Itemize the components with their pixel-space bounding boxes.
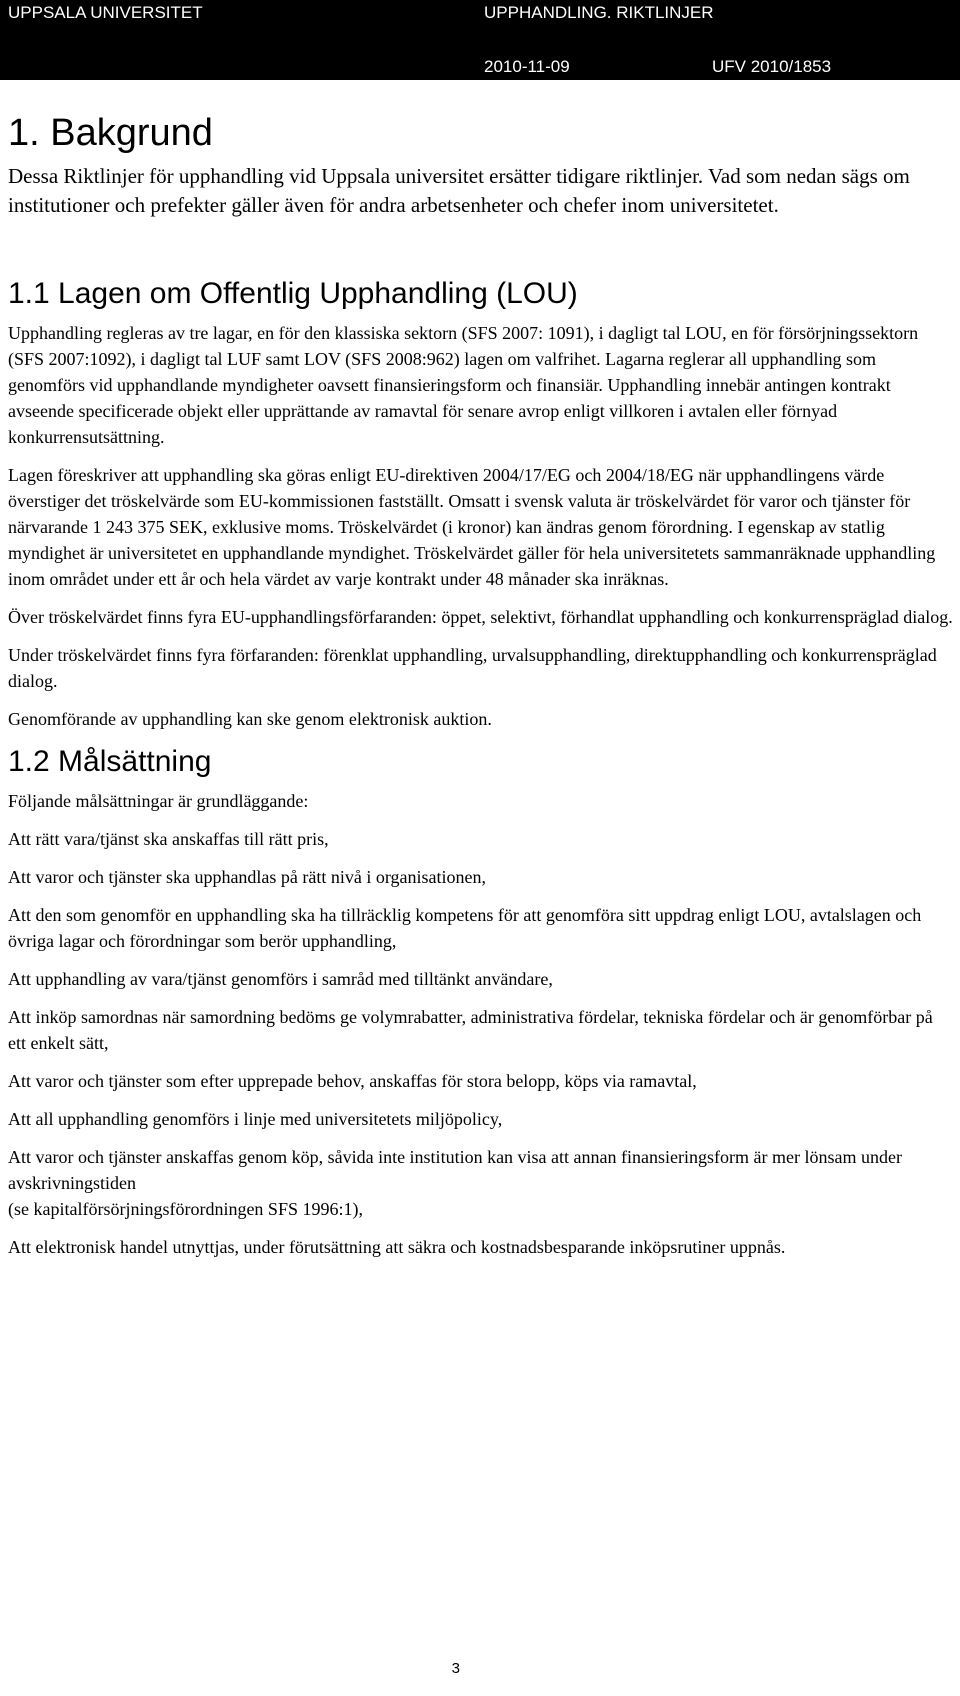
header-document-title: UPPHANDLING. RIKTLINJER <box>484 3 714 22</box>
page-number <box>0 1660 960 1678</box>
goal-item: Att elektronisk handel utnyttjas, under förutsättning att säkra och kostnadsbesparande inköpsrutiner uppnås. <box>8 1237 786 1257</box>
header-date: 2010-11-09 <box>484 57 570 76</box>
document-body <box>8 110 954 1272</box>
lou-paragraph: Lagen föreskriver att upphandling ska göras enligt EU-direktiven 2004/17/EG och 2004/18/EG när upphandlingens värde överstiger det tröskelvärde som EU-kommissionen fastställt. Omsatt i svensk valuta är tröskelvärdet för varor och tjänster för närvarande 1 243 375 SEK, exklusive moms. Tröskelvärdet (i kronor) kan ändras genom förordning. I egenskap av statlig myndighet är universitetet en upphandlande myndighet. Tröskelvärdet gäller för hela universitetets sammanräknade upphandling inom området under ett år och hela värdet av varje kontrakt under 48 månader ska inräknas. <box>8 465 936 589</box>
header-reference: UFV 2010/1853 <box>712 57 832 76</box>
lou-paragraph: Upphandling regleras av tre lagar, en för den klassiska sektorn (SFS 2007: 1091), i dagligt tal LOU, en för försörjningssektorn (SFS 2007:1092), i dagligt tal LUF samt LOV (SFS 2008:962) lagen om valfrihet. Lagarna reglerar all upphandling som genomförs vid upphandlande myndigheter oavsett finansieringsform och finansiär. Upphandling innebär antingen kontrakt avseende specificerade objekt eller upprättande av ramavtal för senare avrop enligt villkoren i avtalen eller förnyad konkurrensutsättning. <box>8 323 919 447</box>
goal-item: Att varor och tjänster som efter upprepade behov, anskaffas för stora belopp, köps via ramavtal, <box>8 1071 697 1091</box>
heading-malsattning: 1.2 Målsättning <box>8 745 212 778</box>
heading-bakgrund: 1. Bakgrund <box>8 112 213 154</box>
goal-item: Att rätt vara/tjänst ska anskaffas till rätt pris, <box>8 829 329 849</box>
intro-paragraph: Dessa Riktlinjer för upphandling vid Uppsala universitet ersätter tidigare riktlinjer. Vad som nedan sägs om institutioner och prefekter gäller även för andra arbetsenheter och chefer inom universitetet. <box>8 164 910 217</box>
header-organization: UPPSALA UNIVERSITET <box>8 3 203 22</box>
goals-intro: Följande målsättningar är grundläggande: <box>8 791 309 811</box>
goal-item: Att varor och tjänster anskaffas genom köp, såvida inte institution kan visa att annan finansieringsform är mer lönsam under avskrivningstiden (se kapitalförsörjningsförordningen SFS 1996:1), <box>8 1147 902 1219</box>
goal-item: Att all upphandling genomförs i linje med universitetets miljöpolicy, <box>8 1109 503 1129</box>
lou-paragraph: Genomförande av upphandling kan ske genom elektronisk auktion. <box>8 709 492 729</box>
page-header <box>0 0 960 80</box>
heading-lou: 1.1 Lagen om Offentlig Upphandling (LOU) <box>8 277 578 310</box>
goals-list <box>8 826 954 1260</box>
goal-item: Att varor och tjänster ska upphandlas på rätt nivå i organisationen, <box>8 867 487 887</box>
lou-paragraph: Under tröskelvärdet finns fyra förfaranden: förenklat upphandling, urvalsupphandling, direktupphandling och konkurrenspräglad dialog. <box>8 645 937 691</box>
goal-item: Att den som genomför en upphandling ska ha tillräcklig kompetens för att genomföra sitt uppdrag enligt LOU, avtalslagen och övriga lagar och förordningar som berör upphandling, <box>8 905 922 951</box>
goal-item: Att upphandling av vara/tjänst genomförs i samråd med tilltänkt användare, <box>8 969 553 989</box>
goal-item: Att inköp samordnas när samordning bedöms ge volymrabatter, administrativa fördelar, tekniska fördelar och är genomförbar på ett enkelt sätt, <box>8 1007 933 1053</box>
lou-paragraph: Över tröskelvärdet finns fyra EU-upphandlingsförfaranden: öppet, selektivt, förhandlat upphandling och konkurrenspräglad dialog. <box>8 607 953 627</box>
page-number-text: 3 <box>451 1660 460 1677</box>
